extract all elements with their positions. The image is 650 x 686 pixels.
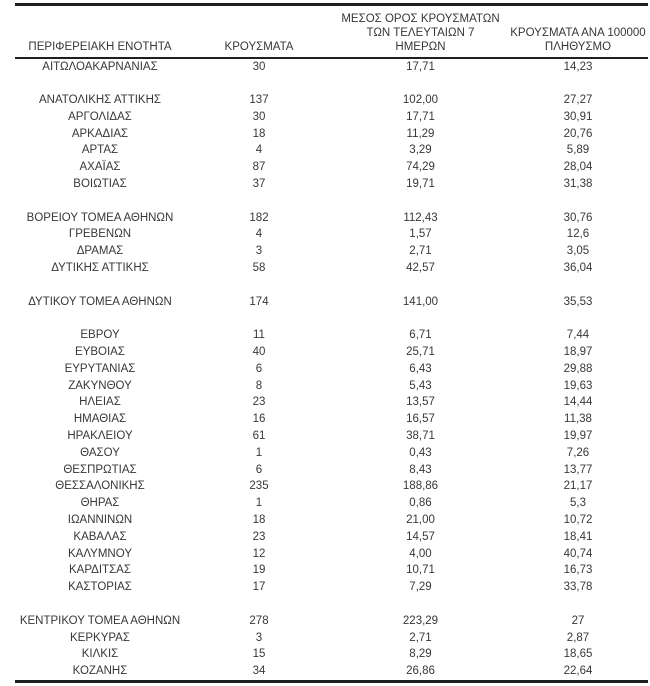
value-cell: 30,76 (563, 211, 593, 224)
value-cell: 30 (252, 110, 266, 123)
table-row (15, 109, 648, 126)
value-cell: 3,29 (409, 144, 432, 157)
value-cell: 36,04 (563, 262, 593, 275)
value-cell: 11,29 (406, 127, 435, 140)
table-row (15, 613, 648, 630)
region-name-cell: ΑΝΑΤΟΛΙΚΗΣ ΑΤΤΙΚΗΣ (38, 94, 161, 107)
value-cell: 6,43 (409, 362, 432, 375)
value-cell: 37 (252, 178, 266, 191)
column-header-line: ΚΡΟΥΣΜΑΤΑ ΑΝΑ 100000 (510, 26, 646, 39)
value-cell: 33,78 (563, 581, 593, 594)
value-cell: 1 (255, 446, 263, 459)
spacer-cell (15, 277, 648, 294)
spacer-cell (15, 193, 648, 210)
value-cell: 188,86 (402, 480, 439, 493)
value-cell: 61 (252, 430, 266, 443)
value-cell: 40 (252, 346, 266, 359)
value-cell: 12,6 (566, 228, 590, 241)
value-cell: 141,00 (402, 295, 439, 308)
value-cell: 8,29 (409, 648, 432, 661)
value-cell: 22,64 (563, 665, 593, 678)
value-cell: 21,17 (563, 480, 593, 493)
region-name-cell: ΕΒΡΟΥ (80, 329, 120, 342)
region-name-cell: ΓΡΕΒΕΝΩΝ (68, 228, 132, 241)
value-cell: 17,71 (406, 60, 435, 73)
table-row (15, 344, 648, 361)
value-cell: 3 (255, 245, 263, 258)
value-cell: 137 (249, 94, 269, 107)
value-cell: 31,38 (563, 178, 593, 191)
table-row (15, 159, 648, 176)
regional-cases-table (15, 3, 648, 683)
table-row (15, 428, 648, 445)
value-cell: 1,57 (409, 228, 432, 241)
column-header-3 (333, 5, 508, 58)
value-cell: 15 (252, 648, 266, 661)
value-cell: 235 (249, 480, 269, 493)
regional-cases-report (15, 3, 648, 683)
value-cell: 40,74 (563, 547, 593, 560)
value-cell: 34 (252, 665, 266, 678)
value-cell: 5,3 (570, 497, 586, 510)
spacer-row (15, 75, 648, 92)
value-cell: 6,71 (409, 329, 432, 342)
value-cell: 18 (252, 127, 266, 140)
value-cell: 6 (255, 463, 263, 476)
table-row (15, 210, 648, 227)
value-cell: 10,72 (563, 514, 593, 527)
value-cell: 7,26 (566, 446, 590, 459)
region-name-cell: ΚΕΡΚΥΡΑΣ (70, 631, 130, 644)
value-cell: 16 (252, 413, 266, 426)
column-header-4 (508, 5, 648, 58)
value-cell: 2,71 (409, 631, 432, 644)
spacer-row (15, 193, 648, 210)
region-name-cell: ΚΙΛΚΙΣ (81, 648, 119, 661)
region-name-cell: ΘΕΣΠΡΩΤΙΑΣ (63, 463, 137, 476)
region-name-cell: ΒΟΙΩΤΙΑΣ (73, 178, 127, 191)
region-name-cell: ΑΡΚΑΔΙΑΣ (71, 127, 129, 140)
table-row (15, 495, 648, 512)
region-name-cell: ΑΙΤΩΛΟΑΚΑΡΝΑΝΙΑΣ (42, 60, 158, 73)
table-row (15, 478, 648, 495)
region-name-cell: ΗΛΕΙΑΣ (79, 396, 121, 409)
value-cell: 23 (252, 396, 266, 409)
value-cell: 20,76 (563, 127, 593, 140)
region-name-cell: ΑΡΓΟΛΙΔΑΣ (68, 110, 132, 123)
value-cell: 19,97 (563, 430, 593, 443)
table-row (15, 579, 648, 596)
value-cell: 1 (255, 497, 263, 510)
value-cell: 5,89 (566, 144, 590, 157)
value-cell: 19 (252, 564, 266, 577)
value-cell: 13,57 (406, 396, 435, 409)
column-header-line: ΚΡΟΥΣΜΑΤΑ (224, 40, 294, 53)
value-cell: 6 (255, 362, 263, 375)
column-header-line: ΗΜΕΡΩΝ (395, 40, 446, 53)
column-header-line: ΤΩΝ ΤΕΛΕΥΤΑΙΩΝ 7 (366, 26, 475, 39)
value-cell: 19,71 (406, 178, 435, 191)
table-row (15, 142, 648, 159)
value-cell: 19,63 (563, 379, 593, 392)
region-name-cell: ΘΕΣΣΑΛΟΝΙΚΗΣ (55, 480, 145, 493)
region-name-cell: ΙΩΑΝΝΙΝΩΝ (67, 514, 133, 527)
value-cell: 18 (252, 514, 266, 527)
column-header-line: ΜΕΣΟΣ ΟΡΟΣ ΚΡΟΥΣΜΑΤΩΝ (341, 12, 500, 25)
column-header-1 (15, 5, 185, 58)
value-cell: 25,71 (406, 346, 435, 359)
value-cell: 87 (252, 161, 266, 174)
value-cell: 18,65 (563, 648, 593, 661)
value-cell: 23 (252, 530, 266, 543)
value-cell: 0,43 (409, 446, 432, 459)
value-cell: 29,88 (563, 362, 593, 375)
table-row (15, 663, 648, 681)
value-cell: 21,00 (406, 514, 435, 527)
value-cell: 11,38 (564, 413, 592, 426)
table-row (15, 361, 648, 378)
value-cell: 16,57 (406, 413, 435, 426)
value-cell: 14,57 (406, 530, 435, 543)
value-cell: 58 (252, 262, 266, 275)
value-cell: 17 (252, 581, 266, 594)
table-row (15, 562, 648, 579)
spacer-cell (15, 75, 648, 92)
column-header-line: ΠΕΡΙΦΕΡΕΙΑΚΗ ΕΝΟΤΗΤΑ (28, 40, 172, 53)
value-cell: 102,00 (402, 94, 439, 107)
value-cell: 2,71 (409, 245, 432, 258)
spacer-row (15, 277, 648, 294)
value-cell: 27,27 (563, 94, 593, 107)
value-cell: 5,43 (409, 379, 432, 392)
region-name-cell: ΚΑΡΔΙΤΣΑΣ (69, 564, 131, 577)
value-cell: 42,57 (406, 262, 435, 275)
region-name-cell: ΔΡΑΜΑΣ (76, 245, 124, 258)
value-cell: 26,86 (406, 665, 435, 678)
table-row (15, 462, 648, 479)
value-cell: 28,04 (563, 161, 593, 174)
table-row (15, 546, 648, 563)
value-cell: 4 (255, 144, 263, 157)
value-cell: 3,05 (566, 245, 590, 258)
region-name-cell: ΘΗΡΑΣ (80, 497, 120, 510)
region-name-cell: ΔΥΤΙΚΟΥ ΤΟΜΕΑ ΑΘΗΝΩΝ (28, 295, 172, 308)
value-cell: 7,29 (409, 581, 432, 594)
column-header-line: ΠΛΗΘΥΣΜΟ (544, 40, 612, 53)
value-cell: 8,43 (409, 463, 432, 476)
header-row (15, 5, 648, 58)
value-cell: 3 (255, 631, 263, 644)
region-name-cell: ΚΑΣΤΟΡΙΑΣ (68, 581, 132, 594)
table-row (15, 378, 648, 395)
value-cell: 30 (252, 60, 266, 73)
value-cell: 16,73 (563, 564, 593, 577)
value-cell: 14,44 (563, 396, 593, 409)
value-cell: 8 (255, 379, 263, 392)
value-cell: 10,71 (406, 564, 435, 577)
value-cell: 112,43 (403, 211, 438, 224)
spacer-cell (15, 310, 648, 327)
table-row (15, 226, 648, 243)
value-cell: 12 (252, 547, 266, 560)
value-cell: 7,44 (566, 329, 590, 342)
region-name-cell: ΘΑΣΟΥ (80, 446, 120, 459)
region-name-cell: ΑΧΑΪΑΣ (79, 161, 121, 174)
value-cell: 278 (249, 614, 269, 627)
spacer-row (15, 596, 648, 613)
spacer-row (15, 310, 648, 327)
table-row (15, 630, 648, 647)
value-cell: 38,71 (406, 430, 435, 443)
table-row (15, 294, 648, 311)
value-cell: 174 (249, 295, 269, 308)
table-row (15, 411, 648, 428)
value-cell: 0,86 (409, 497, 432, 510)
region-name-cell: ΚΟΖΑΝΗΣ (72, 665, 128, 678)
value-cell: 27 (571, 614, 585, 627)
region-name-cell: ΔΥΤΙΚΗΣ ΑΤΤΙΚΗΣ (51, 262, 149, 275)
table-row (15, 646, 648, 663)
region-name-cell: ΗΜΑΘΙΑΣ (73, 413, 127, 426)
table-row (15, 445, 648, 462)
value-cell: 11 (253, 329, 265, 342)
spacer-cell (15, 596, 648, 613)
region-name-cell: ΕΥΡΥΤΑΝΙΑΣ (64, 362, 136, 375)
table-row (15, 260, 648, 277)
value-cell: 13,77 (563, 463, 593, 476)
table-row (15, 394, 648, 411)
table-row (15, 529, 648, 546)
column-header-2 (185, 5, 333, 58)
value-cell: 182 (249, 211, 269, 224)
value-cell: 223,29 (402, 614, 439, 627)
region-name-cell: ΗΡΑΚΛΕΙΟΥ (67, 430, 133, 443)
table-header (15, 5, 648, 58)
region-name-cell: ΑΡΤΑΣ (81, 144, 119, 157)
table-row (15, 58, 648, 76)
value-cell: 18,41 (563, 530, 593, 543)
value-cell: 4,00 (409, 547, 432, 560)
value-cell: 35,53 (563, 295, 593, 308)
table-row (15, 327, 648, 344)
table-row (15, 176, 648, 193)
table-row (15, 512, 648, 529)
value-cell: 14,23 (563, 60, 593, 73)
value-cell: 4 (255, 228, 263, 241)
region-name-cell: ΒΟΡΕΙΟΥ ΤΟΜΕΑ ΑΘΗΝΩΝ (26, 211, 174, 224)
region-name-cell: ΚΑΛΥΜΝΟΥ (68, 547, 132, 560)
region-name-cell: ΚΕΝΤΡΙΚΟΥ ΤΟΜΕΑ ΑΘΗΝΩΝ (19, 614, 181, 627)
value-cell: 17,71 (406, 110, 435, 123)
value-cell: 74,29 (406, 161, 435, 174)
table-row (15, 92, 648, 109)
table-row (15, 243, 648, 260)
region-name-cell: ΚΑΒΑΛΑΣ (73, 530, 127, 543)
region-name-cell: ΕΥΒΟΙΑΣ (75, 346, 125, 359)
value-cell: 2,87 (566, 631, 590, 644)
table-body (15, 58, 648, 682)
value-cell: 18,97 (563, 346, 593, 359)
table-row (15, 126, 648, 143)
region-name-cell: ΖΑΚΥΝΘΟΥ (68, 379, 132, 392)
value-cell: 30,91 (563, 110, 593, 123)
